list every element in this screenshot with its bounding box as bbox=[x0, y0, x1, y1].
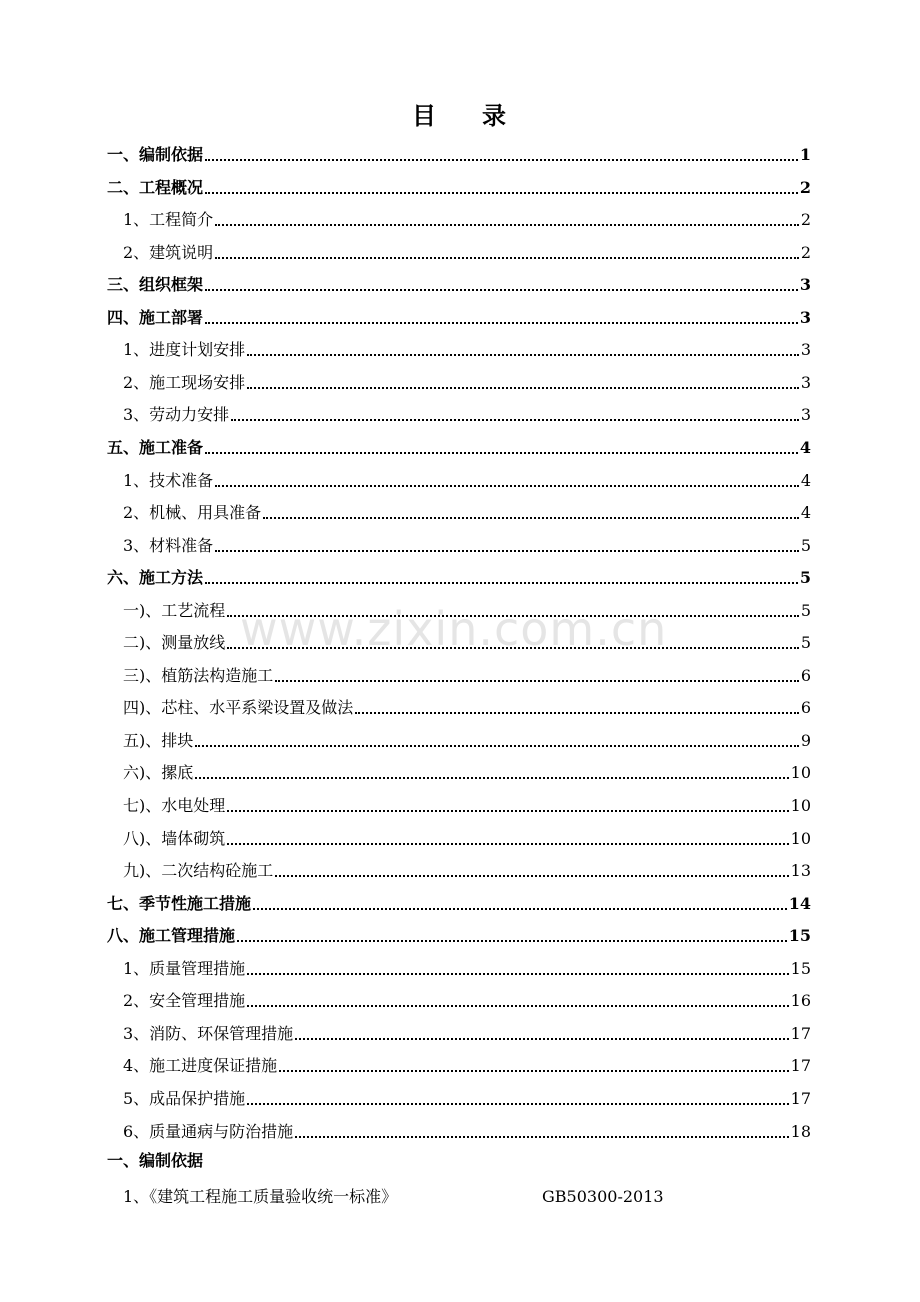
toc-entry-leader bbox=[295, 1136, 788, 1138]
toc-entry-leader bbox=[205, 289, 798, 291]
toc-entry-page: 17 bbox=[790, 1088, 811, 1108]
toc-entry-page: 15 bbox=[788, 926, 811, 946]
watermark: www.zixin.com.cn bbox=[240, 602, 668, 656]
toc-entry-label: 四、施工部署 bbox=[107, 307, 204, 327]
toc-entry[interactable] bbox=[107, 175, 811, 201]
toc-entry-label: 3、劳动力安排 bbox=[123, 405, 230, 425]
toc-entry-leader bbox=[215, 485, 799, 487]
toc-entry-label: 八、施工管理措施 bbox=[107, 926, 236, 946]
toc-entry[interactable] bbox=[123, 663, 811, 689]
toc-entry-label: 2、机械、用具准备 bbox=[123, 503, 262, 523]
toc-entry-leader bbox=[247, 1005, 788, 1007]
toc-entry-leader bbox=[247, 387, 799, 389]
toc-entry-page: 13 bbox=[790, 861, 811, 881]
toc-entry-leader bbox=[195, 777, 788, 779]
toc-entry[interactable] bbox=[123, 988, 811, 1014]
toc-entry-page: 10 bbox=[790, 796, 811, 815]
toc-title-char-2: 录 bbox=[482, 101, 508, 130]
toc-entry-leader bbox=[295, 1038, 788, 1040]
toc-entry-page: 3 bbox=[800, 372, 811, 392]
toc-entry[interactable] bbox=[123, 1119, 811, 1145]
toc-entry-leader bbox=[263, 517, 799, 519]
toc-entry-page: 5 bbox=[800, 600, 811, 620]
toc-entry-label: 1、质量管理措施 bbox=[123, 958, 246, 978]
toc-entry[interactable] bbox=[123, 826, 811, 852]
reference-code: GB50300-2013 bbox=[542, 1187, 664, 1206]
toc-entry-page: 15 bbox=[790, 958, 811, 978]
toc-entry-label: 1、进度计划安排 bbox=[123, 340, 246, 360]
toc-entry-leader bbox=[205, 192, 798, 194]
toc-entry-page: 5 bbox=[800, 633, 811, 653]
toc-entry-leader bbox=[215, 224, 799, 226]
toc-entry[interactable] bbox=[123, 695, 811, 721]
toc-entry-page: 3 bbox=[799, 275, 811, 295]
toc-entry-leader bbox=[195, 745, 799, 747]
toc-entry-label: 2、施工现场安排 bbox=[123, 372, 246, 392]
toc-entry-leader bbox=[275, 875, 788, 877]
toc-entry[interactable] bbox=[123, 1053, 811, 1079]
toc-entry-page: 3 bbox=[800, 405, 811, 425]
toc-entry-page: 3 bbox=[799, 307, 811, 327]
toc-entry[interactable] bbox=[107, 142, 811, 168]
toc-entry-page: 5 bbox=[799, 568, 811, 588]
toc-entry-label: 六)、摞底 bbox=[123, 763, 194, 783]
toc-entry-label: 2、安全管理措施 bbox=[123, 991, 246, 1011]
toc-entry[interactable] bbox=[107, 565, 811, 591]
toc-entry-leader bbox=[275, 680, 799, 682]
toc-entry[interactable] bbox=[123, 858, 811, 884]
section-heading: 一、编制依据 bbox=[107, 1151, 204, 1170]
toc-entry-label: 六、施工方法 bbox=[107, 568, 204, 588]
toc-entry[interactable] bbox=[123, 793, 811, 819]
toc-entry-leader bbox=[227, 810, 788, 812]
toc-entry-page: 4 bbox=[800, 470, 811, 490]
toc-entry-leader bbox=[355, 712, 799, 714]
toc-entry-label: 二)、测量放线 bbox=[123, 633, 226, 653]
toc-entry-label: 五)、排块 bbox=[123, 730, 194, 750]
toc-entry[interactable] bbox=[123, 370, 811, 396]
toc-entry-leader bbox=[237, 940, 787, 942]
toc-entry-label: 七、季节性施工措施 bbox=[107, 893, 252, 913]
toc-entry[interactable] bbox=[123, 1086, 811, 1112]
toc-entry-leader bbox=[279, 1070, 788, 1072]
toc-entry-page: 2 bbox=[800, 210, 811, 230]
toc-entry-page: 2 bbox=[799, 177, 811, 197]
toc-title bbox=[0, 96, 920, 131]
toc-entry-label: 1、技术准备 bbox=[123, 470, 214, 490]
toc-entry-page: 16 bbox=[790, 991, 811, 1011]
toc-entry-page: 10 bbox=[790, 828, 811, 848]
toc-entry-label: 一、编制依据 bbox=[107, 145, 204, 164]
toc-entry[interactable] bbox=[107, 891, 811, 917]
toc-entry-page: 1 bbox=[799, 145, 811, 164]
toc-entry[interactable] bbox=[123, 207, 811, 233]
toc-entry-leader bbox=[205, 452, 798, 454]
toc-entry[interactable] bbox=[123, 240, 811, 266]
toc-entry-page: 6 bbox=[800, 665, 811, 685]
toc-entry-label: 5、成品保护措施 bbox=[123, 1088, 246, 1108]
toc-entry[interactable] bbox=[123, 760, 811, 786]
toc-entry-label: 二、工程概况 bbox=[107, 177, 204, 197]
toc-entry-label: 1、工程简介 bbox=[123, 210, 214, 230]
toc-entry-page: 6 bbox=[800, 698, 811, 718]
toc-entry[interactable] bbox=[123, 956, 811, 982]
toc-entry-page: 3 bbox=[800, 340, 811, 360]
toc-entry[interactable] bbox=[123, 337, 811, 363]
toc-entry-leader bbox=[227, 843, 788, 845]
toc-entry-leader bbox=[253, 908, 787, 910]
toc-entry-label: 一)、工艺流程 bbox=[123, 600, 226, 620]
toc-entry-label: 四)、芯柱、水平系梁设置及做法 bbox=[123, 698, 354, 718]
toc-entry-label: 4、施工进度保证措施 bbox=[123, 1056, 278, 1076]
toc-entry-page: 2 bbox=[800, 242, 811, 262]
toc-entry-leader bbox=[215, 550, 799, 552]
toc-entry-label: 三、组织框架 bbox=[107, 275, 204, 295]
toc-entry-label: 五、施工准备 bbox=[107, 437, 204, 457]
toc-entry-leader bbox=[247, 973, 788, 975]
toc-entry-page: 10 bbox=[790, 763, 811, 783]
toc-entry[interactable] bbox=[123, 728, 811, 754]
toc-entry[interactable] bbox=[123, 500, 811, 526]
toc-entry-leader bbox=[247, 354, 799, 356]
toc-entry-label: 2、建筑说明 bbox=[123, 242, 214, 262]
toc-entry-label: 3、消防、环保管理措施 bbox=[123, 1023, 294, 1043]
toc-entry-page: 17 bbox=[790, 1023, 811, 1043]
toc-entry-label: 三)、植筋法构造施工 bbox=[123, 665, 274, 685]
toc-entry-page: 14 bbox=[788, 893, 811, 913]
toc-entry-page: 9 bbox=[800, 730, 811, 750]
toc-entry[interactable] bbox=[107, 305, 811, 331]
reference-title: 1、《建筑工程施工质量验收统一标准》 bbox=[123, 1187, 398, 1206]
toc-entry-page: 17 bbox=[790, 1056, 811, 1076]
toc-entry[interactable] bbox=[107, 272, 811, 298]
toc-title-char-1: 目 bbox=[412, 101, 438, 130]
reference-item bbox=[123, 1184, 683, 1210]
toc-entry-leader bbox=[205, 159, 798, 161]
toc-entry-page: 18 bbox=[790, 1121, 811, 1141]
toc-entry-label: 九)、二次结构砼施工 bbox=[123, 861, 274, 881]
toc-entry-leader bbox=[247, 1103, 788, 1105]
toc-entry-leader bbox=[231, 419, 799, 421]
toc-entry[interactable] bbox=[123, 1021, 811, 1047]
toc-entry-label: 七)、水电处理 bbox=[123, 796, 226, 815]
toc-entry[interactable] bbox=[107, 435, 811, 461]
toc-entry-label: 八)、墙体砌筑 bbox=[123, 828, 226, 848]
toc-entry-page: 4 bbox=[800, 503, 811, 523]
toc-entry-page: 4 bbox=[799, 437, 811, 457]
toc-entry-leader bbox=[205, 582, 798, 584]
toc-entry-label: 3、材料准备 bbox=[123, 535, 214, 555]
toc-entry[interactable] bbox=[123, 402, 811, 428]
toc-entry[interactable] bbox=[123, 533, 811, 559]
toc-entry-page: 5 bbox=[800, 535, 811, 555]
toc-entry[interactable] bbox=[107, 923, 811, 949]
toc-entry-leader bbox=[215, 257, 799, 259]
toc-entry[interactable] bbox=[123, 468, 811, 494]
toc-entry-label: 6、质量通病与防治措施 bbox=[123, 1121, 294, 1141]
toc-entry-leader bbox=[205, 322, 798, 324]
